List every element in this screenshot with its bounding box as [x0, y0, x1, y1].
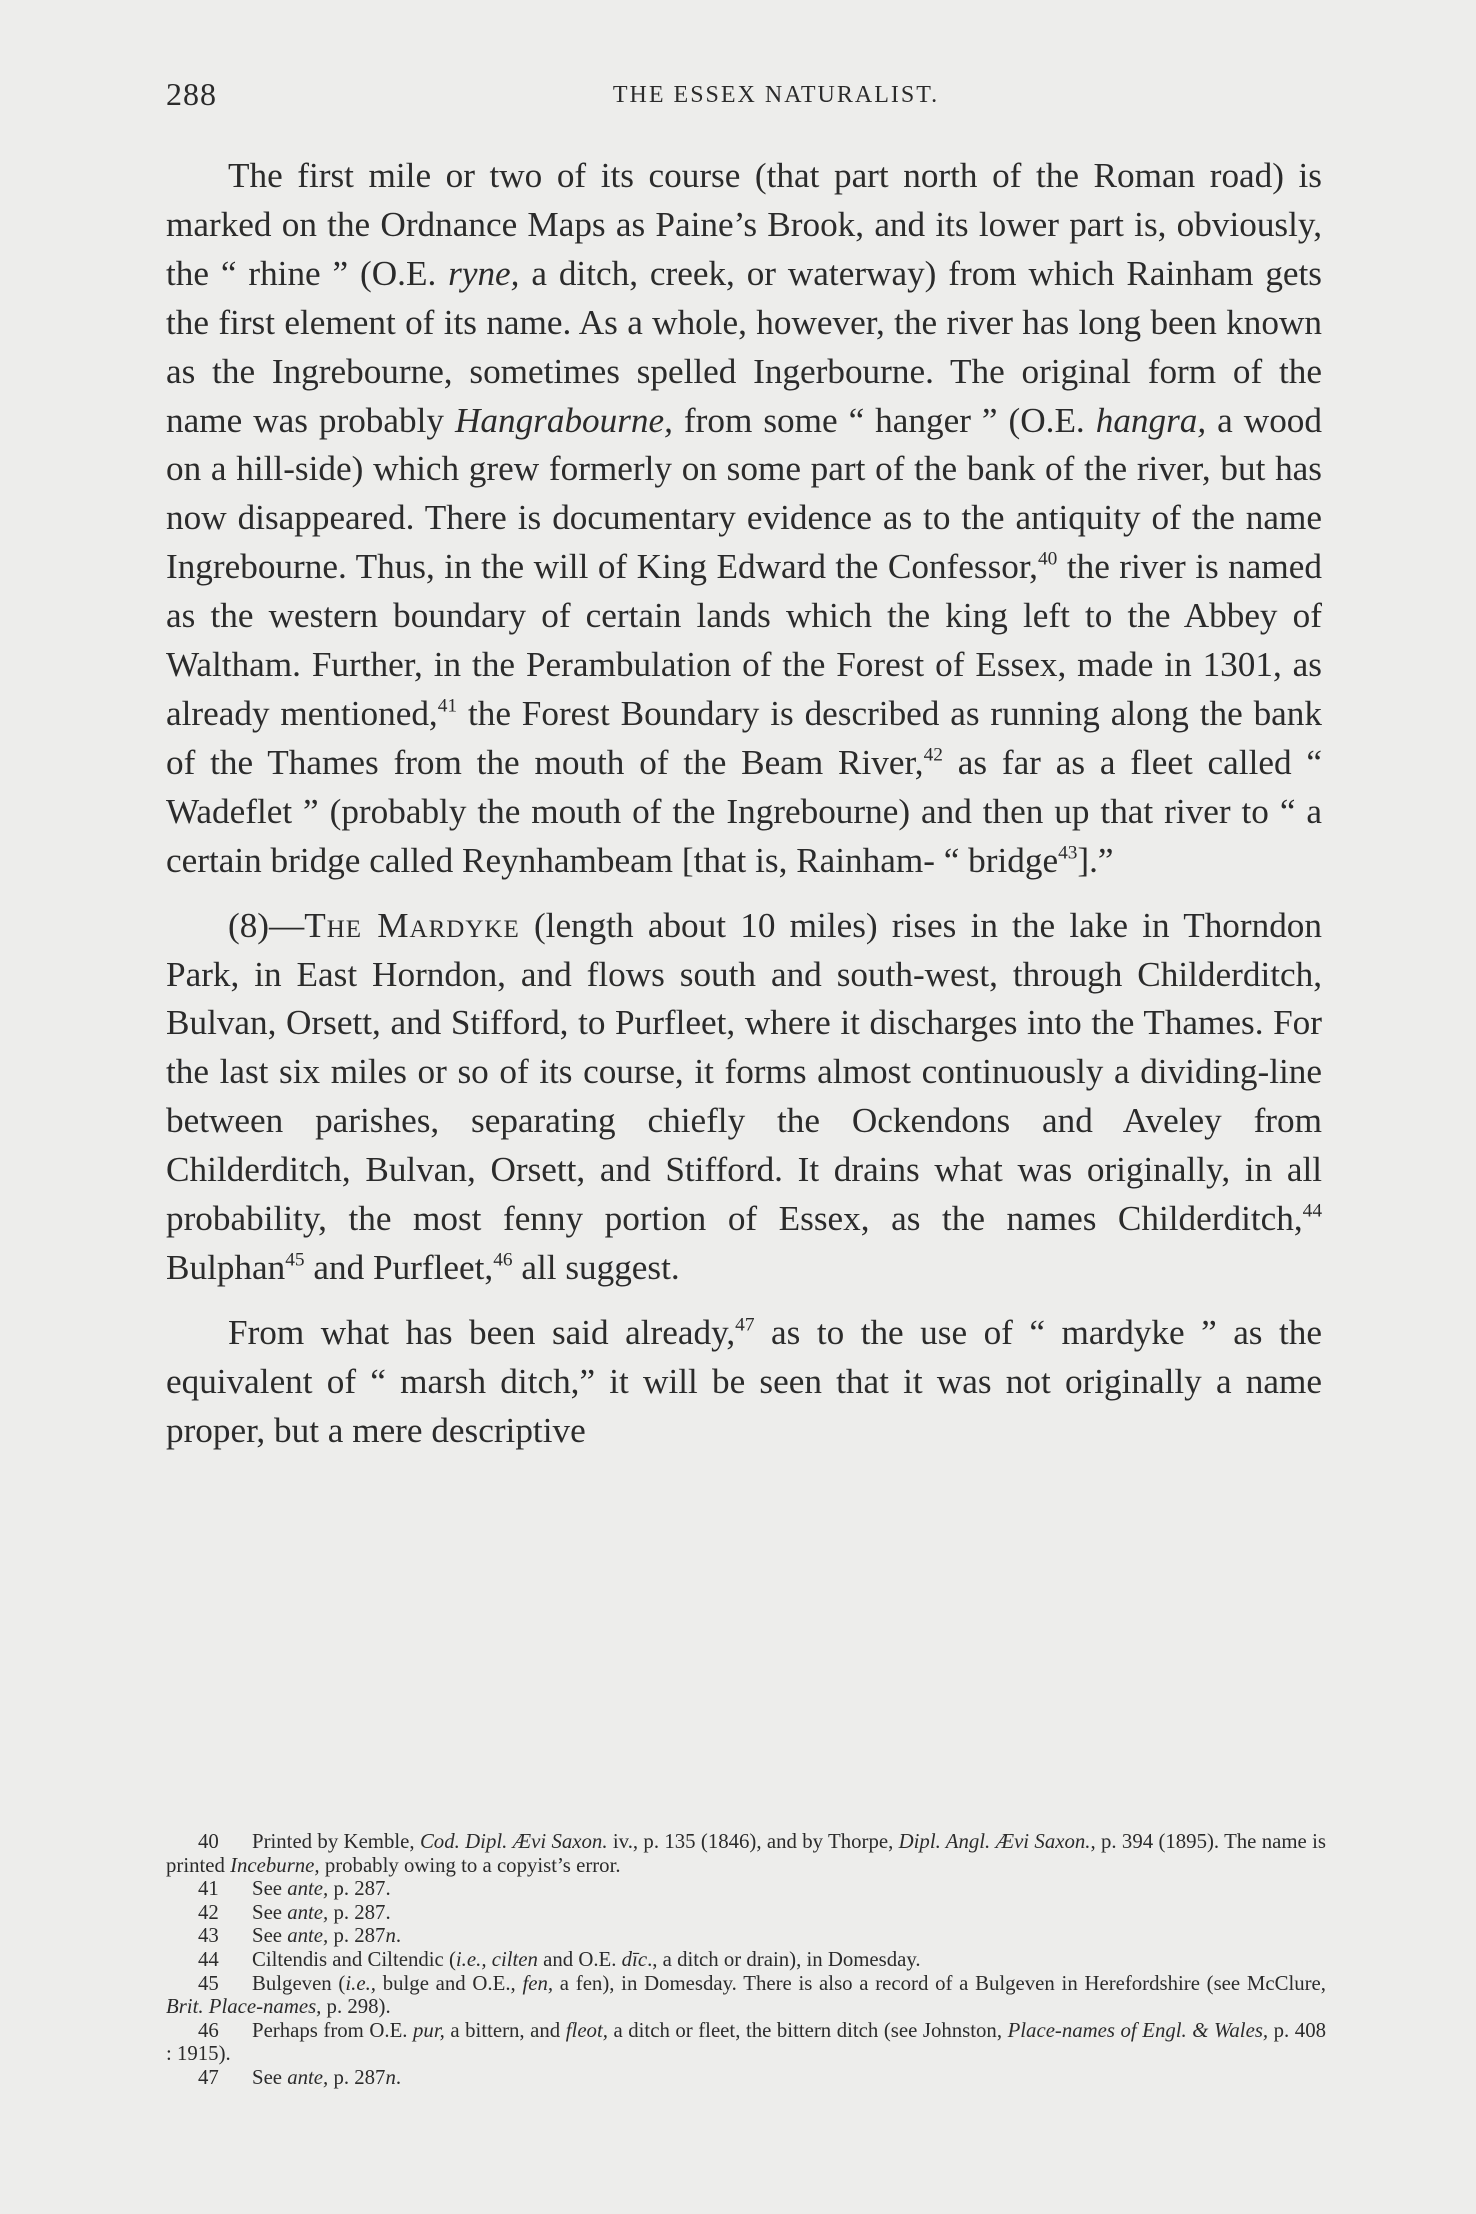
footnote-number: 45: [198, 1971, 219, 1995]
text-run: a bittern, and: [444, 2018, 566, 2042]
footnote-number: 46: [198, 2018, 219, 2042]
text-run: p. 298).: [321, 1995, 391, 2019]
footnote-40: [166, 1830, 1326, 1877]
italic-term: n: [385, 2065, 396, 2089]
italic-term: fleot,: [565, 2018, 608, 2042]
text-run: ., a ditch or drain), in Domesday.: [647, 1947, 921, 1971]
text-run: and O.E.: [537, 1947, 622, 1971]
text-run: and Purfleet,: [304, 1247, 494, 1287]
text-run: The first mile or two of its course (that part north of the Roman road) is marked on the Ordnance Maps as Paine’s Brook, and its lower part is, obviously, the “ rhine ” (O.E.: [166, 156, 1322, 293]
text-run: p. 287: [328, 2065, 386, 2089]
text-run: Bulphan: [166, 1247, 286, 1287]
italic-term: i.e., cilten: [455, 1947, 538, 1971]
footnote-47: [166, 2066, 1326, 2090]
italic-title: Cod. Dipl. Ævi Saxon.: [419, 1830, 608, 1853]
text-run: From what has been said already,: [228, 1312, 736, 1352]
italic-term: i.e.,: [345, 1971, 376, 1995]
italic-term: pur,: [413, 2018, 445, 2042]
italic-term: n: [385, 1924, 396, 1948]
text-run: from some “ hanger ” (O.E.: [672, 400, 1096, 440]
text-run: p. 287: [328, 1924, 386, 1948]
text-run: a ditch or fleet, the bittern ditch (see Johnston,: [607, 2018, 1008, 2042]
text-run: p. 287.: [328, 1900, 391, 1924]
italic-term: ante,: [287, 1900, 329, 1924]
running-title: THE ESSEX NATURALIST.: [612, 82, 940, 108]
footnote-ref: 43: [1058, 842, 1078, 864]
text-run: a wood on a hill-side) which grew formerly on some part of the bank of the river, but has now disappeared. There is documentary evidence as to the antiquity of the name Ingrebourne. Thus, in the will of King Edward the Confessor,: [166, 400, 1322, 587]
text-run: p. 408 : 1915).: [166, 2018, 1326, 2066]
italic-term: ante,: [287, 1877, 329, 1901]
text-run: probably owing to a copyist’s error.: [319, 1853, 621, 1877]
italic-term: ryne,: [448, 253, 520, 293]
text-run: a fen), in Domesday. There is also a record of a Bulgeven in Herefordshire (see McClure,: [553, 1971, 1326, 1995]
paragraph-mardyke-usage: [166, 1309, 1322, 1456]
italic-term: Inceburne,: [230, 1853, 320, 1877]
text-run: See: [252, 2065, 288, 2089]
italic-title: Place-names of Engl. & Wales,: [1007, 2018, 1269, 2042]
italic-title: Dipl. Angl. Ævi Saxon.: [898, 1830, 1091, 1853]
footnote-ref: 40: [1037, 548, 1058, 570]
footnote-number: 41: [198, 1877, 219, 1901]
text-run: .: [395, 1924, 402, 1948]
text-run: the river is named as the western boundary of certain lands which the king left to the Abbey of Waltham. Further, in the Perambulation of the Forest of Essex, made in 1301, as already mentioned,: [166, 547, 1322, 733]
text-run: Bulgeven (: [252, 1971, 346, 1995]
text-run: See: [252, 1900, 288, 1924]
text-run: See: [252, 1924, 288, 1948]
footnote-ref: 45: [285, 1249, 305, 1271]
text-run: p. 287.: [328, 1877, 391, 1901]
footnote-number: 47: [198, 2065, 219, 2089]
text-run: See: [252, 1877, 288, 1901]
footnote-ref: 44: [1302, 1200, 1322, 1222]
text-run: (8)—: [228, 905, 305, 945]
footnote-ref: 42: [923, 744, 943, 766]
body-text: [166, 152, 1322, 1456]
text-run: Printed by Kemble,: [252, 1830, 420, 1853]
text-run: all suggest.: [512, 1247, 680, 1287]
section-heading: The Mardyke: [304, 905, 520, 945]
text-run: as far as a fleet called “ Wadeflet ” (probably the mouth of the Ingrebourne) and then up that river to “ a certain bridge called Reynhambeam [that is, Rainham- “ bridge: [166, 742, 1322, 880]
footnotes: [166, 1830, 1326, 2090]
footnote-ref: 46: [493, 1249, 513, 1271]
italic-term: fen,: [522, 1971, 554, 1995]
footnote-ref: 41: [437, 695, 458, 717]
italic-term: ante,: [287, 1924, 329, 1948]
paragraph-ingrebourne: [166, 152, 1322, 886]
italic-term: ante,: [287, 2065, 329, 2089]
footnote-43: [166, 1924, 1326, 1948]
footnote-number: 44: [198, 1947, 219, 1971]
text-run: iv., p. 135 (1846), and by Thorpe,: [607, 1830, 899, 1853]
footnote-41: [166, 1877, 1326, 1901]
paragraph-mardyke: [166, 902, 1322, 1293]
italic-term: dīc: [621, 1947, 648, 1971]
italic-title: Brit. Place-names,: [166, 1995, 322, 2019]
text-run: bulge and O.E.,: [375, 1971, 523, 1995]
footnote-number: 40: [198, 1830, 219, 1853]
footnote-42: [166, 1901, 1326, 1925]
text-run: the Forest Boundary is described as running along the bank of the Thames from the mouth of the Beam River,: [166, 693, 1322, 782]
italic-term: hangra,: [1095, 400, 1207, 440]
text-run: Perhaps from O.E.: [252, 2018, 414, 2042]
text-run: ].”: [1077, 840, 1114, 880]
text-run: as to the use of “ mardyke ” as the equivalent of “ marsh ditch,” it will be seen that it was not originally a name proper, but a mere descriptive: [166, 1312, 1322, 1450]
footnote-ref: 47: [735, 1314, 755, 1336]
footnote-44: [166, 1948, 1326, 1972]
footnote-number: 42: [198, 1900, 219, 1924]
text-run: , p. 394 (1895). The name is printed: [166, 1830, 1326, 1877]
text-run: Ciltendis and Ciltendic (: [252, 1947, 456, 1971]
text-run: a ditch, creek, or waterway) from which Rainham gets the first element of its name. As a whole, however, the river has long been known as the Ingrebourne, sometimes spelled Ingerbourne. The original form of the name was probably: [166, 253, 1323, 440]
footnote-number: 43: [198, 1924, 219, 1948]
page-number: 288: [166, 76, 217, 112]
footnote-45: [166, 1972, 1326, 2019]
italic-term: Hangrabourne,: [454, 400, 673, 440]
text-run: (length about 10 miles) rises in the lake in Thorndon Park, in East Horndon, and flows south and south-west, through Childerditch, Bulvan, Orsett, and Stifford, to Purfleet, where it discharges into the Thames. For the last six miles or so of its course, it forms almost continuously a dividing-line between parishes, separating chiefly the Ockendons and Aveley from Childerditch, Bulvan, Orsett, and Stifford. It drains what was originally, in all probability, the most fenny portion of Essex, as the names Childerditch,: [166, 905, 1322, 1239]
page-header: [166, 76, 1326, 116]
footnote-46: [166, 2019, 1326, 2066]
text-run: .: [395, 2065, 402, 2089]
